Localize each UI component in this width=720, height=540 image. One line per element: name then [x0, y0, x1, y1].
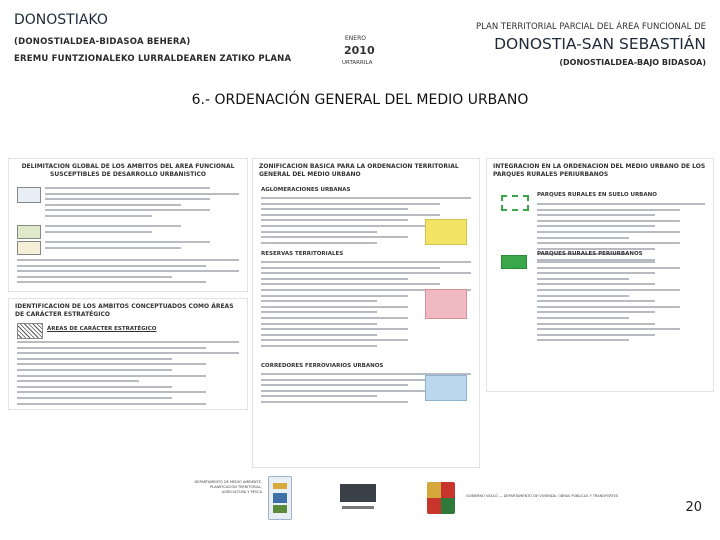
- left-header-title: DONOSTIAKO: [14, 12, 108, 28]
- gipuzkoa-coat-of-arms-icon: [268, 476, 292, 520]
- legend-text-block: [45, 225, 239, 236]
- footer-left-caption: DEPARTAMENTO DE MEDIO AMBIENTE, PLANIFICACIÓN TERRITORIAL, AGRICULTURA Y PESCA: [194, 480, 262, 494]
- panel-estrategico: [8, 298, 248, 410]
- panel-zonificacion: [252, 158, 480, 468]
- legend-text-block: [45, 187, 239, 221]
- panel-delimitacion-notes: [17, 259, 239, 287]
- legend-swatch: [17, 225, 41, 239]
- panel-estrategico-list: [17, 341, 239, 408]
- right-header-title: DONOSTIA-SAN SEBASTIÁN: [494, 35, 706, 53]
- yellow-zone-swatch: [425, 219, 467, 245]
- legend-swatch: [17, 187, 41, 203]
- date-month-basque: URTARRILA: [342, 60, 373, 66]
- reservas-heading: RESERVAS TERRITORIALES: [261, 251, 344, 257]
- footer-left-text: [112, 480, 262, 520]
- panel-estrategico-title: IDENTIFICACION DE LOS AMBITOS CONCEPTUADOS COMO ÁREAS DE CARÁCTER ESTRATÉGICO: [15, 303, 234, 318]
- legend-swatch: [17, 241, 41, 255]
- parques-periurbanos-list: [537, 261, 705, 345]
- right-header-subtitle: (DONOSTIALDEA-BAJO BIDASOA): [559, 58, 706, 67]
- pink-zone-swatch: [425, 289, 467, 319]
- panel-parques-title: INTEGRACION EN LA ORDENACION DEL MEDIO URBANO DE LOS PARQUES RURALES PERIURBANOS: [493, 163, 706, 178]
- page-number: 20: [685, 500, 702, 515]
- panel-delimitacion-title: DELIMITACION GLOBAL DE LOS AMBITOS DEL AREA FUNCIONAL SUSCEPTIBLES DE DESARROLLO URBANISTICO: [21, 163, 235, 178]
- parques-periurbanos-heading: PARQUES RURALES PERIURBANOS: [537, 251, 643, 257]
- footer-right-text: [466, 484, 666, 518]
- aglomeraciones-heading: AGLOMERACIONES URBANAS: [261, 187, 351, 193]
- parques-urbano-heading: PARQUES RURALES EN SUELO URBANO: [537, 192, 657, 198]
- green-solid-swatch: [501, 255, 527, 269]
- iksa-logo-icon: [336, 482, 380, 518]
- panel-zonificacion-title: ZONIFICACION BASICA PARA LA ORDENACION TERRITORIAL GENERAL DEL MEDIO URBANO: [259, 163, 459, 178]
- date-month: ENERO: [345, 35, 366, 42]
- date-year: 2010: [344, 44, 375, 57]
- panel-parques: [486, 158, 714, 392]
- hatched-swatch: [17, 323, 43, 339]
- corredores-heading: CORREDORES FERROVIARIOS URBANOS: [261, 363, 384, 369]
- left-header-subtitle: (DONOSTIALDEA-BIDASOA BEHERA): [14, 37, 191, 47]
- panel-estrategico-subtitle: ÁREAS DE CARÁCTER ESTRATÉGICO: [47, 326, 157, 332]
- footer-right-caption: GOBIERNO VASCO — DEPARTAMENTO DE VIVIENDA, OBRAS PÚBLICAS Y TRANSPORTES: [466, 494, 619, 498]
- left-header-plan-name: EREMU FUNTZIONALEKO LURRALDEAREN ZATIKO PLANA: [14, 54, 292, 64]
- panel-delimitacion: [8, 158, 248, 292]
- green-dashed-swatch: [501, 195, 529, 211]
- right-header-top: PLAN TERRITORIAL PARCIAL DEL ÁREA FUNCIONAL DE: [475, 22, 706, 32]
- page-title: 6.- ORDENACIÓN GENERAL DEL MEDIO URBANO: [191, 92, 529, 108]
- blue-zone-swatch: [425, 375, 467, 401]
- basque-government-emblem-icon: [424, 478, 458, 520]
- legend-text-block: [45, 241, 239, 252]
